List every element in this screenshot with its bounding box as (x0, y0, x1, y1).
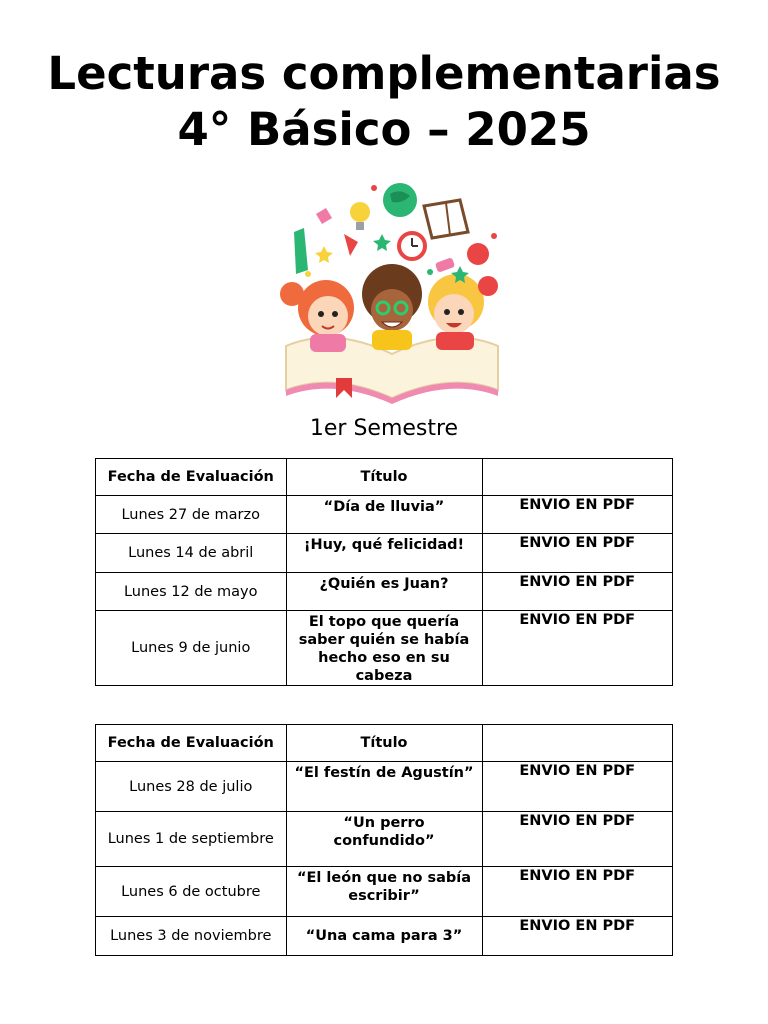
header-title: Título (286, 459, 482, 496)
row-delivery: ENVIO EN PDF (482, 762, 673, 812)
row-delivery: ENVIO EN PDF (482, 496, 673, 534)
header-delivery (482, 459, 673, 496)
header-date: Fecha de Evaluación (96, 459, 287, 496)
table-row (96, 496, 673, 534)
row-date: Lunes 28 de julio (96, 762, 287, 812)
table-row (96, 611, 673, 686)
row-date: Lunes 14 de abril (96, 534, 287, 573)
row-title: “El león que no sabía escribir” (286, 867, 482, 917)
table-row (96, 917, 673, 956)
row-title: ¡Huy, qué felicidad! (286, 534, 482, 573)
row-delivery: ENVIO EN PDF (482, 812, 673, 867)
row-delivery: ENVIO EN PDF (482, 917, 673, 956)
header-delivery (482, 725, 673, 762)
row-title: “Un perro confundido” (286, 812, 482, 867)
row-date: Lunes 1 de septiembre (96, 812, 287, 867)
table-row (96, 762, 673, 812)
row-title: ¿Quién es Juan? (286, 573, 482, 611)
row-delivery: ENVIO EN PDF (482, 534, 673, 573)
row-date: Lunes 6 de octubre (96, 867, 287, 917)
title-line-1: Lecturas complementarias (47, 47, 721, 100)
readings-table-1 (95, 458, 673, 686)
table-header-row (96, 725, 673, 762)
row-delivery: ENVIO EN PDF (482, 867, 673, 917)
title-line-2: 4° Básico – 2025 (177, 103, 591, 156)
row-title: “El festín de Agustín” (286, 762, 482, 812)
row-title: El topo que quería saber quién se había hecho eso en su cabeza (286, 611, 482, 686)
page-title (0, 46, 768, 158)
row-title: “Una cama para 3” (286, 917, 482, 956)
row-title: “Día de lluvia” (286, 496, 482, 534)
table-row (96, 573, 673, 611)
row-date: Lunes 27 de marzo (96, 496, 287, 534)
row-delivery: ENVIO EN PDF (482, 611, 673, 686)
table-row (96, 867, 673, 917)
readings-table-2 (95, 724, 673, 956)
row-delivery: ENVIO EN PDF (482, 573, 673, 611)
kids-reading-illustration (264, 176, 520, 404)
semester-label: 1er Semestre (309, 416, 459, 441)
table-row (96, 534, 673, 573)
row-date: Lunes 3 de noviembre (96, 917, 287, 956)
row-date: Lunes 9 de junio (96, 611, 287, 686)
header-date: Fecha de Evaluación (96, 725, 287, 762)
header-title: Título (286, 725, 482, 762)
row-date: Lunes 12 de mayo (96, 573, 287, 611)
table-row (96, 812, 673, 867)
table-header-row (96, 459, 673, 496)
